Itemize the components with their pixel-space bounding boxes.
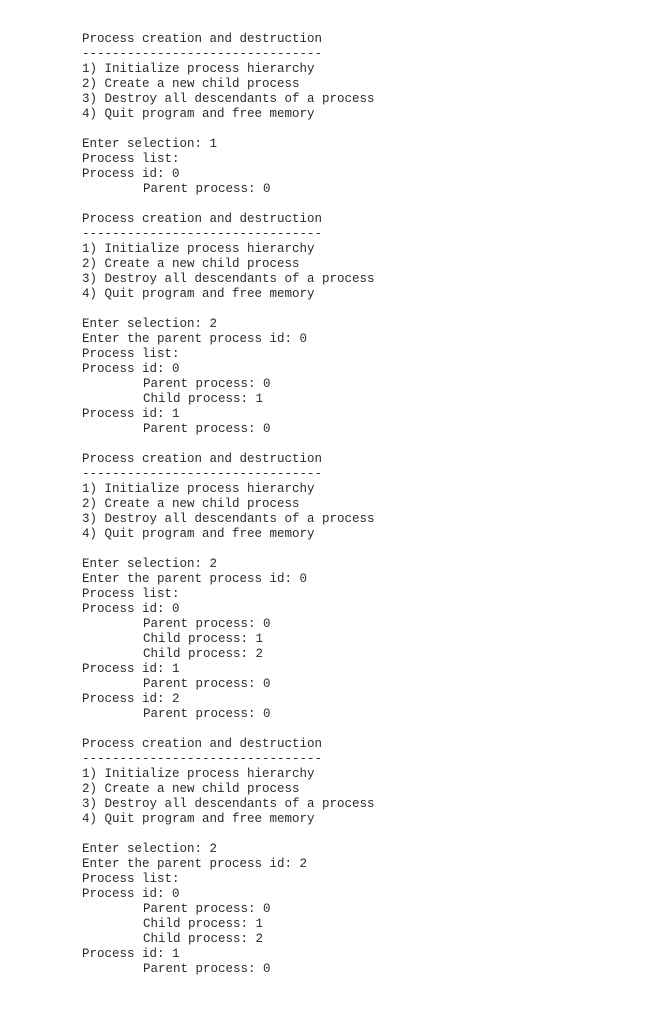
- child-process-line: Child process: 2: [143, 647, 264, 661]
- menu-option: 4) Quit program and free memory: [82, 287, 315, 301]
- menu-option: 1) Initialize process hierarchy: [82, 242, 315, 256]
- menu-option: 2) Create a new child process: [82, 77, 300, 91]
- process-list-header: Process list:: [82, 872, 180, 886]
- parent-process-line: Parent process: 0: [143, 377, 271, 391]
- menu-title: Process creation and destruction: [82, 32, 323, 46]
- selection-prompt: Enter selection: 2: [82, 557, 218, 571]
- selection-prompt: Enter selection: 2: [82, 317, 218, 331]
- parent-process-line: Parent process: 0: [143, 677, 271, 691]
- menu-title: Process creation and destruction: [82, 737, 323, 751]
- child-process-line: Child process: 2: [143, 932, 264, 946]
- menu-title: Process creation and destruction: [82, 212, 323, 226]
- menu-divider: --------------------------------: [82, 467, 323, 481]
- menu-option: 2) Create a new child process: [82, 497, 300, 511]
- process-list-header: Process list:: [82, 587, 180, 601]
- process-id-line: Process id: 1: [82, 947, 180, 961]
- parent-process-line: Parent process: 0: [143, 617, 271, 631]
- menu-option: 3) Destroy all descendants of a process: [82, 92, 375, 106]
- blank-line: [82, 197, 642, 212]
- process-id-line: Process id: 1: [82, 662, 180, 676]
- terminal-output: [82, 32, 642, 977]
- menu-option: 2) Create a new child process: [82, 257, 300, 271]
- parent-id-prompt: Enter the parent process id: 0: [82, 572, 308, 586]
- menu-option: 3) Destroy all descendants of a process: [82, 512, 375, 526]
- menu-title: Process creation and destruction: [82, 452, 323, 466]
- process-id-line: Process id: 0: [82, 362, 180, 376]
- process-id-line: Process id: 1: [82, 407, 180, 421]
- blank-line: [82, 827, 642, 842]
- process-id-line: Process id: 0: [82, 887, 180, 901]
- menu-option: 1) Initialize process hierarchy: [82, 482, 315, 496]
- child-process-line: Child process: 1: [143, 392, 264, 406]
- parent-process-line: Parent process: 0: [143, 182, 271, 196]
- menu-option: 3) Destroy all descendants of a process: [82, 272, 375, 286]
- menu-divider: --------------------------------: [82, 227, 323, 241]
- menu-option: 3) Destroy all descendants of a process: [82, 797, 375, 811]
- parent-process-line: Parent process: 0: [143, 902, 271, 916]
- selection-prompt: Enter selection: 2: [82, 842, 218, 856]
- blank-line: [82, 437, 642, 452]
- parent-process-line: Parent process: 0: [143, 962, 271, 976]
- parent-id-prompt: Enter the parent process id: 0: [82, 332, 308, 346]
- menu-divider: --------------------------------: [82, 47, 323, 61]
- process-id-line: Process id: 0: [82, 167, 180, 181]
- process-list-header: Process list:: [82, 347, 180, 361]
- parent-process-line: Parent process: 0: [143, 422, 271, 436]
- blank-line: [82, 122, 642, 137]
- menu-option: 1) Initialize process hierarchy: [82, 767, 315, 781]
- parent-process-line: Parent process: 0: [143, 707, 271, 721]
- process-id-line: Process id: 0: [82, 602, 180, 616]
- parent-id-prompt: Enter the parent process id: 2: [82, 857, 308, 871]
- blank-line: [82, 722, 642, 737]
- menu-option: 4) Quit program and free memory: [82, 527, 315, 541]
- menu-option: 4) Quit program and free memory: [82, 107, 315, 121]
- menu-option: 1) Initialize process hierarchy: [82, 62, 315, 76]
- menu-option: 2) Create a new child process: [82, 782, 300, 796]
- menu-option: 4) Quit program and free memory: [82, 812, 315, 826]
- menu-divider: --------------------------------: [82, 752, 323, 766]
- process-id-line: Process id: 2: [82, 692, 180, 706]
- child-process-line: Child process: 1: [143, 917, 264, 931]
- process-list-header: Process list:: [82, 152, 180, 166]
- child-process-line: Child process: 1: [143, 632, 264, 646]
- selection-prompt: Enter selection: 1: [82, 137, 218, 151]
- blank-line: [82, 542, 642, 557]
- blank-line: [82, 302, 642, 317]
